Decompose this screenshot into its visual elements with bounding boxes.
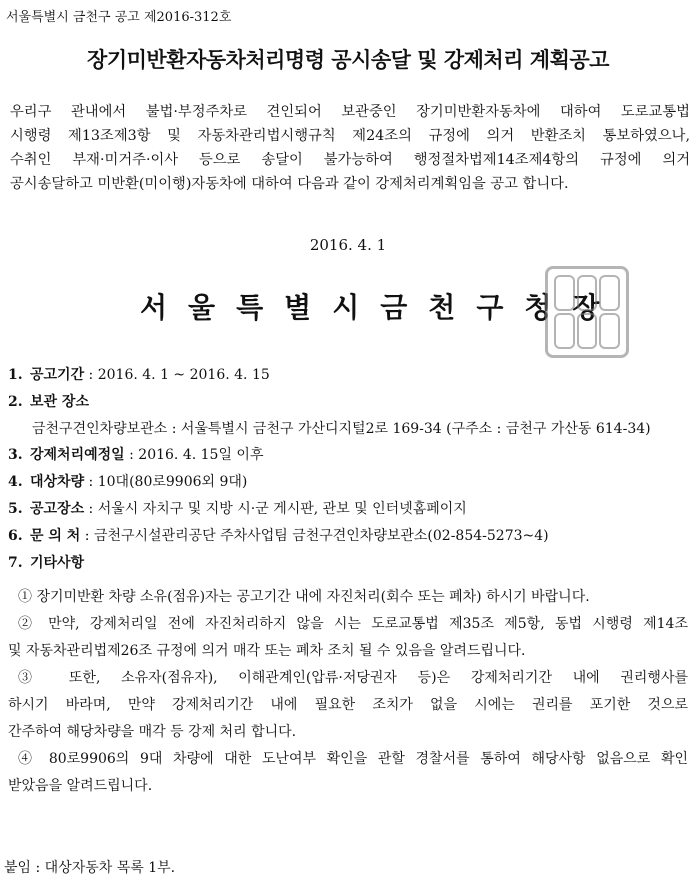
notice-number: 서울특별시 금천구 공고 제2016-312호 xyxy=(6,10,232,25)
intro-line: 공시송달하고 미반환(미이행)자동차에 대하여 다음과 같이 강제처리계획임을 공고 합니다. xyxy=(10,176,569,192)
note-line: 간주하여 해당차량을 매각 등 강제 처리 합니다. xyxy=(8,724,297,740)
note-line: ② 만약, 강제처리일 전에 자진처리하지 않을 시는 도로교통법 제35조 제5항, 동법 시행령 제14조 xyxy=(18,616,688,632)
item-contact: 6. 문 의 처 : 금천구시설관리공단 주차사업팀 금천구견인차량보관소(02-854-5273~4) xyxy=(8,528,549,544)
item-value: 서울시 자치구 및 지방 시·군 게시판, 관보 및 인터넷홈페이지 xyxy=(97,501,467,517)
attachment-note: 붙임 : 대상자동차 목록 1부. xyxy=(4,860,176,876)
intro-paragraph xyxy=(10,100,690,196)
note-line: ① 장기미반환 차량 소유(점유)자는 공고기간 내에 자진처리(회수 또는 폐차) 하시기 바랍니다. xyxy=(18,589,590,605)
note-line: 하시기 바라며, 만약 강제처리기간 내에 필요한 조치가 없을 시에는 권리를 포기한 것으로 xyxy=(8,697,688,713)
note-line: ③ 또한, 소유자(점유자), 이해관계인(압류·저당권자 등)은 강제처리기간 내에 권리행사를 xyxy=(18,670,688,686)
issuer-name: 서울특별시금천구청장 xyxy=(140,291,621,324)
item-target-vehicles: 4. 대상차량 : 10대(80로9906외 9대) xyxy=(8,474,248,490)
item-misc: 7. 기타사항 xyxy=(8,555,85,571)
item-value: 10대(80로9906외 9대) xyxy=(97,474,248,490)
notice-items xyxy=(8,362,692,577)
intro-line: 우리구 관내에서 불법·부정주차로 견인되어 보관중인 장기미반환자동차에 대하여 도로교통법 xyxy=(10,104,690,120)
item-value: 2016. 4. 1 ~ 2016. 4. 15 xyxy=(97,367,270,383)
notice-date: 2016. 4. 1 xyxy=(309,236,387,254)
item-label: 강제처리예정일 xyxy=(30,447,125,463)
note-line: ④ 80로9906의 9대 차량에 대한 도난여부 확인을 관할 경찰서를 통하여 해당사항 없음으로 확인 xyxy=(18,751,688,767)
item-storage: 2. 보관 장소 xyxy=(8,394,89,410)
misc-notes xyxy=(8,584,688,800)
note-line: 받았음을 알려드립니다. xyxy=(8,778,153,794)
item-enforcement-date: 3. 강제처리예정일 : 2016. 4. 15일 이후 xyxy=(8,447,264,463)
item-label: 보관 장소 xyxy=(30,394,89,410)
intro-line: 수취인 부재·미거주·이사 등으로 송달이 불가능하여 행정절차법제14조제4항의 규정에 의거 xyxy=(10,152,690,168)
item-storage-detail: 금천구견인차량보관소 : 서울특별시 금천구 가산디지털2로 169-34 (구주소 : 금천구 가산동 614-34) xyxy=(32,421,651,437)
item-label: 기타사항 xyxy=(30,555,85,571)
item-label: 공고장소 xyxy=(30,501,85,517)
item-period: 1. 공고기간 : 2016. 4. 1 ~ 2016. 4. 15 xyxy=(8,367,270,383)
intro-line: 시행령 제13조제3항 및 자동차관리법시행규칙 제24조의 규정에 의거 반환조치 통보하였으나, xyxy=(10,128,690,144)
item-label: 문 의 처 xyxy=(30,528,81,544)
item-value: 2016. 4. 15일 이후 xyxy=(138,447,264,463)
item-label: 대상차량 xyxy=(30,474,85,490)
item-value: 금천구시설관리공단 주차사업팀 금천구견인차량보관소(02-854-5273~4) xyxy=(93,528,549,544)
page-title: 장기미반환자동차처리명령 공시송달 및 강제처리 계획공고 xyxy=(87,47,609,72)
note-line: 및 자동차관리법제26조 규정에 의거 매각 또는 폐차 조치 될 수 있음을 알려드립니다. xyxy=(8,643,526,659)
item-label: 공고기간 xyxy=(30,367,85,383)
item-posting-place: 5. 공고장소 : 서울시 자치구 및 지방 시·군 게시판, 관보 및 인터넷홈페이지 xyxy=(8,501,467,517)
official-seal xyxy=(545,266,629,358)
